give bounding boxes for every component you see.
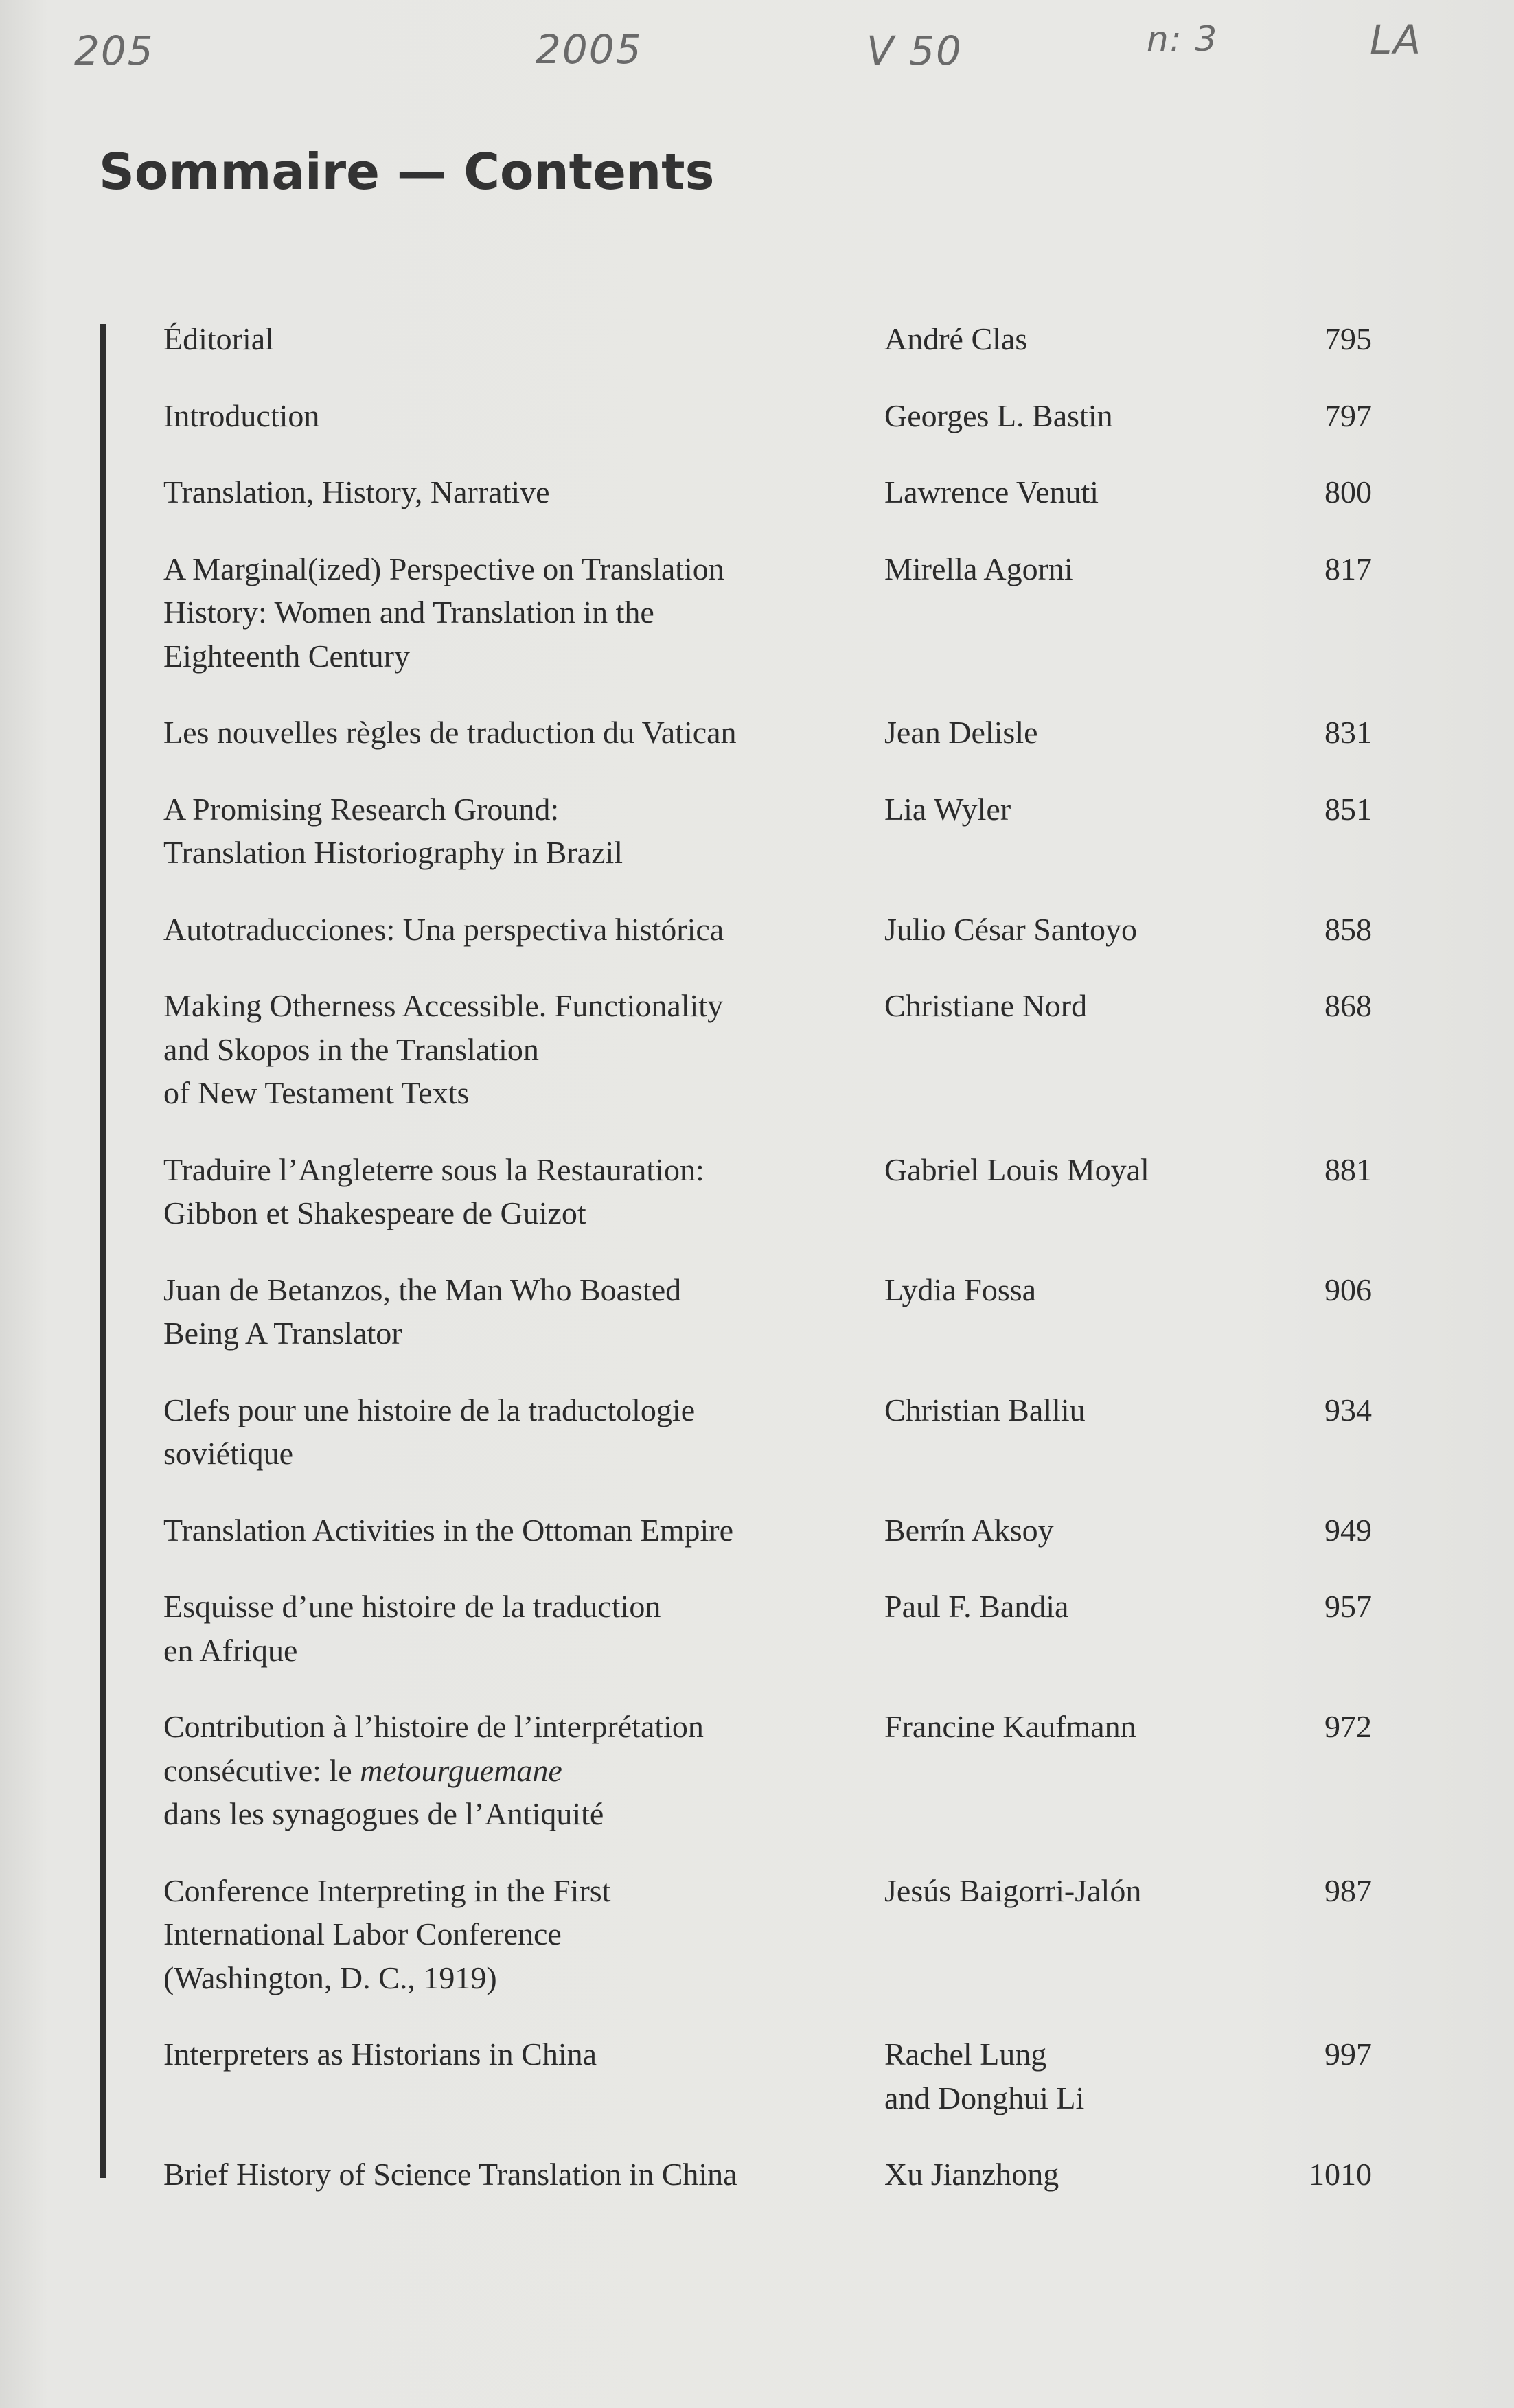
entry-page: 831 <box>1324 715 1372 750</box>
title-line: Introduction <box>163 398 320 433</box>
entry-page: 858 <box>1324 911 1372 947</box>
entry-title <box>163 1148 884 1235</box>
entry-page: 795 <box>1324 321 1372 356</box>
author-line: Mirella Agorni <box>884 551 1073 586</box>
entry-page: 1010 <box>1309 2157 1372 2192</box>
page-title: Sommaire — Contents <box>99 143 715 200</box>
entry-page: 972 <box>1324 1709 1372 1744</box>
toc-entry <box>163 1509 1372 1552</box>
toc-entry <box>163 547 1372 678</box>
author-line: Julio César Santoyo <box>884 911 1137 947</box>
entry-author <box>884 2153 1269 2197</box>
toc-entry <box>163 908 1372 952</box>
author-line: Rachel Lung <box>884 2037 1047 2072</box>
author-line: André Clas <box>884 321 1028 356</box>
toc-entry <box>163 1268 1372 1355</box>
toc-entry <box>163 1705 1372 1836</box>
entry-title <box>163 317 884 361</box>
toc-entry <box>163 317 1372 361</box>
entry-title <box>163 1388 884 1476</box>
entry-author <box>884 711 1269 755</box>
toc-entry <box>163 1388 1372 1476</box>
entry-author <box>884 984 1269 1028</box>
toc-entry <box>163 2032 1372 2120</box>
entry-author <box>884 1509 1269 1552</box>
entry-title <box>163 1268 884 1355</box>
title-line: Eighteenth Century <box>163 638 410 674</box>
title-line: A Marginal(ized) Perspective on Translation <box>163 551 724 586</box>
entry-title <box>163 2153 884 2197</box>
entry-author <box>884 908 1269 952</box>
title-line: and Skopos in the Translation <box>163 1031 539 1067</box>
title-line: soviétique <box>163 1436 294 1471</box>
entry-page: 817 <box>1324 551 1372 586</box>
entry-title <box>163 908 884 952</box>
entry-author <box>884 2032 1269 2120</box>
title-line: Contribution à l’histoire de l’interprétation <box>163 1709 704 1744</box>
toc-entry <box>163 788 1372 875</box>
title-line: A Promising Research Ground: <box>163 791 560 827</box>
entry-author <box>884 547 1269 591</box>
toc-entry <box>163 1148 1372 1235</box>
title-line: Clefs pour une histoire de la traductologie <box>163 1392 696 1427</box>
title-line: Translation Historiography in Brazil <box>163 835 623 870</box>
entry-page: 997 <box>1324 2037 1372 2072</box>
entry-author <box>884 1148 1269 1192</box>
title-line: Gibbon et Shakespeare de Guizot <box>163 1195 586 1230</box>
entry-author <box>884 317 1269 361</box>
entry-title <box>163 788 884 875</box>
title-line: en Afrique <box>163 1632 298 1668</box>
entry-author <box>884 788 1269 832</box>
title-line: Conference Interpreting in the First <box>163 1872 611 1908</box>
title-line: Translation Activities in the Ottoman Empire <box>163 1512 734 1548</box>
title-line: International Labor Conference <box>163 1916 562 1951</box>
entry-page: 881 <box>1324 1151 1372 1187</box>
title-line: Being A Translator <box>163 1316 402 1351</box>
entry-title <box>163 711 884 755</box>
table-of-contents <box>163 317 1372 2229</box>
author-line: Lydia Fossa <box>884 1272 1037 1307</box>
author-line: Jean Delisle <box>884 715 1038 750</box>
toc-entry <box>163 470 1372 514</box>
handwritten-note: 205 <box>74 27 154 74</box>
title-line: Making Otherness Accessible. Functionality <box>163 988 724 1023</box>
title-line: Traduire l’Angleterre sous la Restauration: <box>163 1151 704 1187</box>
vertical-rule <box>100 324 106 2178</box>
title-line: dans les synagogues de l’Antiquité <box>163 1796 604 1831</box>
author-line: Gabriel Louis Moyal <box>884 1151 1149 1187</box>
author-line: Christiane Nord <box>884 988 1088 1023</box>
entry-author <box>884 1268 1269 1312</box>
title-line: Juan de Betanzos, the Man Who Boasted <box>163 1272 682 1307</box>
italic-term: metourguemane <box>360 1752 562 1788</box>
entry-title <box>163 1705 884 1836</box>
handwritten-notes <box>0 12 1514 88</box>
entry-page: 906 <box>1324 1272 1372 1307</box>
entry-title <box>163 1585 884 1672</box>
toc-entry <box>163 2153 1372 2197</box>
handwritten-note: LA <box>1370 16 1422 63</box>
entry-author <box>884 1388 1269 1432</box>
entry-page: 987 <box>1324 1872 1372 1908</box>
entry-author <box>884 394 1269 438</box>
title-line: (Washington, D. C., 1919) <box>163 1960 497 1995</box>
entry-title <box>163 470 884 514</box>
author-line: Francine Kaufmann <box>884 1709 1136 1744</box>
author-line: Christian Balliu <box>884 1392 1086 1427</box>
entry-title <box>163 1509 884 1552</box>
entry-title <box>163 394 884 438</box>
title-line-text: consécutive: le <box>163 1752 360 1788</box>
author-line: Paul F. Bandia <box>884 1589 1069 1624</box>
title-line: Translation, History, Narrative <box>163 474 550 509</box>
toc-entry <box>163 1585 1372 1672</box>
title-line: History: Women and Translation in the <box>163 595 654 630</box>
entry-title <box>163 547 884 678</box>
entry-author <box>884 1869 1269 1913</box>
entry-author <box>884 1705 1269 1749</box>
handwritten-note: V 50 <box>867 27 963 74</box>
author-line: Berrín Aksoy <box>884 1512 1054 1548</box>
toc-entry <box>163 711 1372 755</box>
title-line: of New Testament Texts <box>163 1075 470 1110</box>
title-line <box>163 1749 884 1793</box>
author-line: Lia Wyler <box>884 791 1011 827</box>
toc-entry <box>163 1869 1372 2000</box>
handwritten-note: n: 3 <box>1147 19 1219 59</box>
title-line: Brief History of Science Translation in China <box>163 2157 737 2192</box>
entry-title <box>163 1869 884 2000</box>
entry-author <box>884 1585 1269 1629</box>
entry-author <box>884 470 1269 514</box>
toc-entry <box>163 394 1372 438</box>
author-line: and Donghui Li <box>884 2080 1085 2115</box>
title-line: Esquisse d’une histoire de la traduction <box>163 1589 661 1624</box>
entry-page: 851 <box>1324 791 1372 827</box>
entry-title <box>163 2032 884 2076</box>
title-line: Éditorial <box>163 321 274 356</box>
author-line: Xu Jianzhong <box>884 2157 1059 2192</box>
author-line: Lawrence Venuti <box>884 474 1099 509</box>
title-line: Interpreters as Historians in China <box>163 2037 597 2072</box>
title-line: Les nouvelles règles de traduction du Vatican <box>163 715 737 750</box>
toc-entry <box>163 984 1372 1115</box>
title-line: Autotraducciones: Una perspectiva histórica <box>163 911 724 947</box>
entry-page: 797 <box>1324 398 1372 433</box>
entry-page: 957 <box>1324 1589 1372 1624</box>
entry-page: 868 <box>1324 988 1372 1023</box>
author-line: Georges L. Bastin <box>884 398 1113 433</box>
entry-title <box>163 984 884 1115</box>
entry-page: 800 <box>1324 474 1372 509</box>
entry-page: 934 <box>1324 1392 1372 1427</box>
handwritten-note: 2005 <box>536 26 643 73</box>
author-line: Jesús Baigorri-Jalón <box>884 1872 1142 1908</box>
entry-page: 949 <box>1324 1512 1372 1548</box>
